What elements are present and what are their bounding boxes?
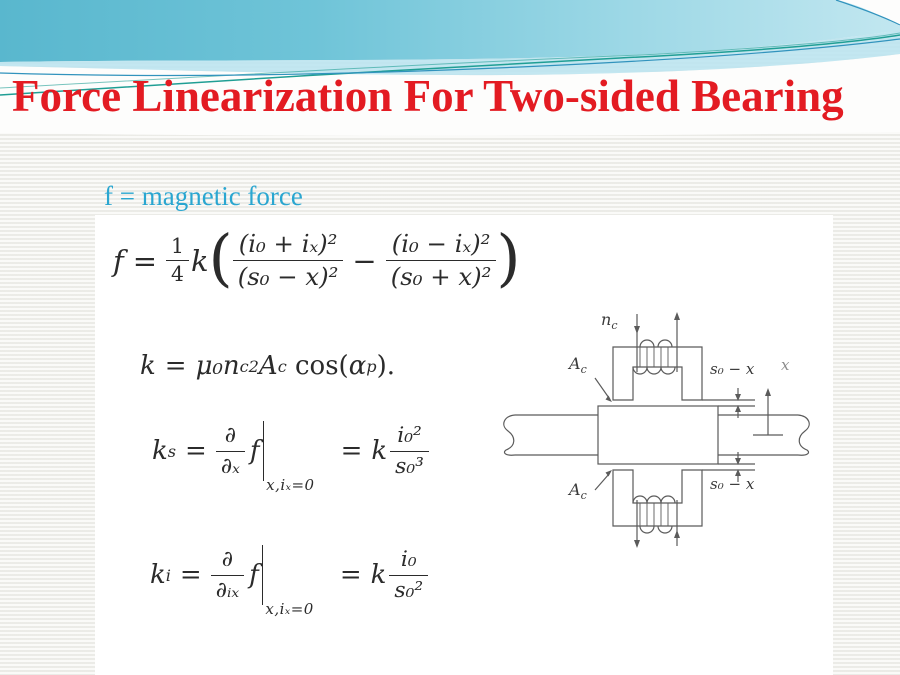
- equation-force: [113, 221, 521, 295]
- label-sub: c: [580, 489, 587, 503]
- area-pointer-bottom: [595, 474, 609, 490]
- lower-lead-lines: [637, 500, 677, 546]
- partial-fraction: [211, 546, 244, 604]
- gap-dimension-bottom: s₀ − x: [710, 475, 755, 493]
- close-paren: ): [496, 221, 521, 295]
- math-equals: =: [340, 436, 363, 466]
- math-equals: =: [179, 560, 202, 590]
- x-axis-label: x: [781, 356, 790, 374]
- lower-coil-loops-bottom: [640, 526, 672, 533]
- math-equals: =: [164, 351, 187, 381]
- pole-area-label-bottom: [569, 480, 587, 502]
- math-equals: =: [132, 243, 158, 278]
- math-lhs: k: [152, 436, 168, 466]
- label-main: A: [569, 480, 581, 499]
- math-equals: =: [185, 436, 207, 466]
- label-sub: c: [611, 319, 618, 333]
- frac-numerator: (i₀ + iₓ)²: [233, 229, 344, 261]
- frac-numerator: ∂: [211, 546, 244, 575]
- math-sup: 2: [248, 356, 259, 376]
- upper-coil-loops-top: [640, 340, 672, 347]
- math-equals: =: [339, 560, 362, 590]
- bottom-gap-extension-lines: [702, 464, 755, 470]
- math-sub: c: [239, 356, 249, 376]
- frac-denominator: (s₀ − x)²: [237, 262, 339, 292]
- math-f: f: [249, 436, 260, 466]
- math-k: k: [371, 436, 388, 466]
- evaluation-bar: [262, 545, 264, 605]
- math-lhs: f: [113, 243, 124, 278]
- label-main: A: [569, 354, 581, 373]
- area-pointer-top: [595, 378, 609, 398]
- frac-numerator: ∂: [216, 422, 245, 451]
- equation-ks: [152, 421, 429, 494]
- shaft-break-left: [504, 415, 515, 455]
- math-minus: −: [352, 243, 377, 278]
- upper-coil-wires: [640, 347, 668, 367]
- equation-ki: [150, 545, 428, 618]
- bearing-diagram-drawing: [497, 300, 837, 565]
- math-alpha: α: [348, 351, 367, 381]
- evaluation-condition: x,iₓ=0: [265, 600, 314, 618]
- frac-denominator: s₀³: [395, 453, 424, 479]
- evaluation-bar: [263, 421, 265, 481]
- open-paren: (: [208, 221, 233, 295]
- content-panel: [95, 215, 833, 675]
- lower-coil-loops: [633, 496, 675, 503]
- frac-denominator: 4: [171, 262, 184, 287]
- math-sub: s: [167, 441, 177, 461]
- rotor-block: [598, 406, 718, 464]
- pole-area-label-top: [569, 354, 587, 376]
- partial-fraction: [216, 422, 245, 480]
- label-sub: c: [580, 363, 587, 377]
- math-mu-n: μ₀n: [195, 351, 240, 381]
- result-fraction: [389, 546, 428, 604]
- math-f: f: [249, 560, 259, 590]
- bearing-diagram: [497, 300, 837, 565]
- fraction-1: [233, 229, 344, 293]
- evaluation-condition: x,iₓ=0: [266, 476, 315, 494]
- coefficient-fraction: [166, 234, 189, 288]
- page-title: Force Linearization For Two-sided Bearing: [12, 71, 844, 121]
- result-fraction: [390, 422, 429, 480]
- top-gap-extension-lines: [702, 400, 755, 406]
- frac-numerator: i₀²: [390, 422, 429, 451]
- subtitle: f = magnetic force: [104, 181, 303, 211]
- coil-turns-label: [601, 310, 617, 332]
- fraction-2: [386, 229, 497, 293]
- math-sub: p: [366, 356, 377, 376]
- frac-denominator: ∂ᵢₓ: [215, 577, 240, 603]
- math-close: ).: [376, 351, 395, 381]
- math-sub: i: [165, 565, 171, 585]
- math-cos: cos(: [286, 351, 349, 381]
- frac-denominator: (s₀ + x)²: [390, 262, 492, 292]
- math-sub: c: [277, 356, 287, 376]
- frac-numerator: (i₀ − iₓ)²: [386, 229, 497, 261]
- frac-numerator: 1: [166, 234, 189, 261]
- math-lhs: k: [140, 351, 156, 381]
- math-area: A: [258, 351, 278, 381]
- shaft-break-right: [798, 415, 809, 455]
- frac-numerator: i₀: [389, 546, 428, 575]
- evaluation-at: [262, 545, 314, 618]
- lower-coil-wires: [640, 503, 668, 526]
- upper-coil-loops: [633, 367, 675, 374]
- label-main: n: [601, 310, 612, 329]
- math-lhs: k: [150, 560, 166, 590]
- math-k: k: [190, 243, 209, 278]
- frac-denominator: ∂ₓ: [220, 453, 240, 479]
- frac-denominator: s₀²: [394, 577, 424, 603]
- evaluation-at: [263, 421, 315, 494]
- equation-k: [140, 351, 395, 381]
- lower-core: [613, 470, 702, 526]
- math-k: k: [370, 560, 387, 590]
- gap-dimension-top: s₀ − x: [710, 360, 755, 378]
